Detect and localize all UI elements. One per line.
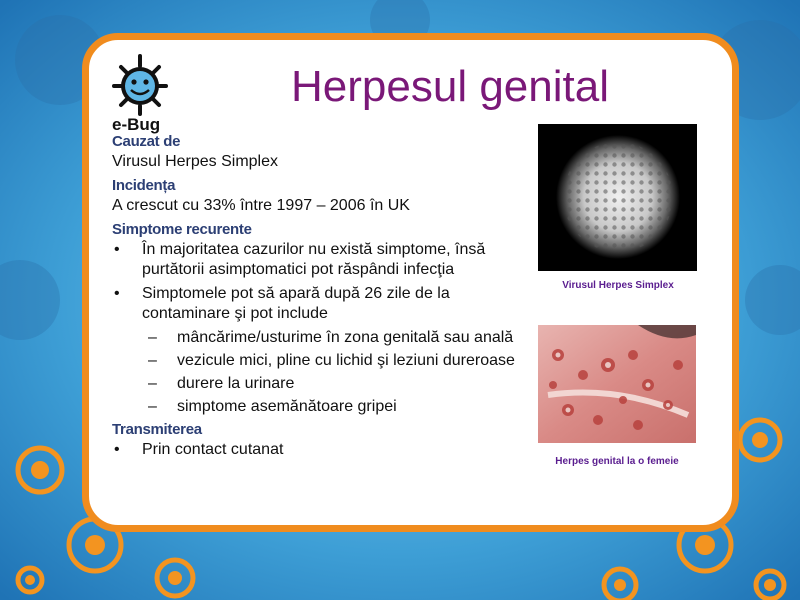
heading-transmission: Transmiterea: [112, 421, 202, 438]
virus-micrograph: [538, 124, 697, 271]
slide-content: [112, 132, 532, 464]
slide-title: Herpesul genital: [291, 62, 609, 111]
image-caption: Herpes genital la o femeie: [555, 456, 679, 467]
sub-list-item: – simptome asemănătoare gripei: [148, 398, 397, 415]
bullet-icon: •: [114, 441, 120, 458]
cause-text: Virusul Herpes Simplex: [112, 153, 278, 170]
dash-icon: –: [148, 398, 157, 415]
sub-list-item: – vezicule mici, pline cu lichid şi leziuni dureroase: [148, 352, 515, 369]
list-item: • Prin contact cutanat: [114, 441, 284, 458]
heading-symptoms: Simptome recurente: [112, 221, 252, 238]
sub-list-item: – mâncărime/usturime în zona genitală sau anală: [148, 329, 514, 346]
bullet-icon: •: [114, 285, 120, 302]
svg-text:e-Bug: e-Bug: [112, 115, 161, 134]
list-item: • În majoritatea cazurilor nu există simptome, însă purtătorii asimptomatici pot răspândi infecţia: [114, 241, 486, 278]
heading-cause: Cauzat de: [112, 133, 181, 150]
ebug-logo: [108, 52, 172, 136]
list-item: • Simptomele pot să apară după 26 zile de la contaminare şi pot include: [114, 285, 450, 322]
clinical-photo: [538, 325, 696, 443]
heading-incidence: Incidența: [112, 177, 176, 194]
incidence-text: A crescut cu 33% între 1997 – 2006 în UK: [112, 197, 410, 214]
image-caption: Virusul Herpes Simplex: [562, 280, 674, 291]
dash-icon: –: [148, 375, 157, 392]
bullet-icon: •: [114, 241, 120, 258]
dash-icon: –: [148, 352, 157, 369]
sub-list-item: – durere la urinare: [148, 375, 295, 392]
dash-icon: –: [148, 329, 157, 346]
